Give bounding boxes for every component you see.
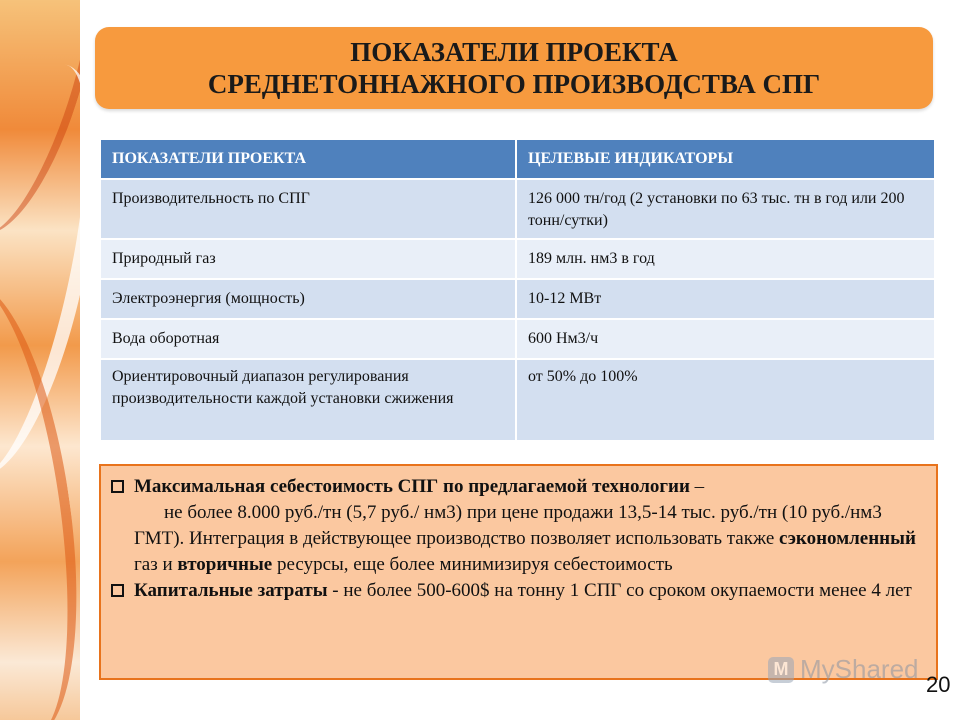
row-value: 10-12 МВт [516, 279, 934, 319]
row-label: Электроэнергия (мощность) [101, 279, 516, 319]
indicators-table [101, 140, 934, 442]
header-targets: ЦЕЛЕВЫЕ ИНДИКАТОРЫ [516, 140, 934, 179]
title-line-2: СРЕДНЕТОННАЖНОГО ПРОИЗВОДСТВА СПГ [207, 69, 821, 99]
watermark-logo [768, 654, 919, 685]
note-cost-heading: Максимальная себестоимость СПГ по предлагаемой технологии [134, 476, 690, 497]
row-value: от 50% до 100% [516, 359, 934, 441]
note-capex-text: - не более 500-600$ на тонну 1 СПГ со сроком окупаемости менее 4 лет [327, 580, 912, 601]
table-row [101, 319, 934, 359]
note-cost-secondary: вторичные [177, 554, 273, 575]
notes-box [99, 464, 938, 680]
checkbox-bullet-icon [111, 584, 124, 597]
table-header-row [101, 140, 934, 179]
row-value: 600 Нм3/ч [516, 319, 934, 359]
table-row [101, 179, 934, 239]
note-cost-text: не более 8.000 руб./тн (5,7 руб./ нм3) при цене продажи 13,5-14 тыс. руб./тн (10 руб./нм3 ГМТ). Интеграция в действующее производство позволяет использовать также [134, 502, 882, 549]
row-value: 126 000 тн/год (2 установки по 63 тыс. тн в год или 200 тонн/сутки) [516, 179, 934, 239]
table-row [101, 239, 934, 279]
row-label: Вода оборотная [101, 319, 516, 359]
note-cost-dash: – [689, 476, 705, 497]
watermark-icon: М [768, 657, 794, 683]
note-cost-saved: сэкономленный [779, 528, 916, 549]
table-row [101, 279, 934, 319]
checkbox-bullet-icon [111, 480, 124, 493]
page-number: 20 [926, 672, 951, 697]
header-indicators: ПОКАЗАТЕЛИ ПРОЕКТА [101, 140, 516, 179]
row-label: Природный газ [101, 239, 516, 279]
title-line-1: ПОКАЗАТЕЛИ ПРОЕКТА [350, 37, 678, 67]
slide-title [95, 27, 933, 109]
decorative-flame-band [0, 0, 80, 720]
watermark-text: MyShared [800, 654, 919, 684]
note-capex [109, 578, 922, 604]
row-value: 189 млн. нм3 в год [516, 239, 934, 279]
note-cost-end: ресурсы, еще более минимизируя себестоимость [272, 554, 673, 575]
note-cost [109, 474, 922, 578]
row-label: Ориентировочный диапазон регулирования производительности каждой установки сжижения [101, 359, 516, 441]
note-cost-mid: газ и [134, 554, 178, 575]
note-capex-heading: Капитальные затраты [134, 580, 328, 601]
row-label: Производительность по СПГ [101, 179, 516, 239]
table-row [101, 359, 934, 441]
